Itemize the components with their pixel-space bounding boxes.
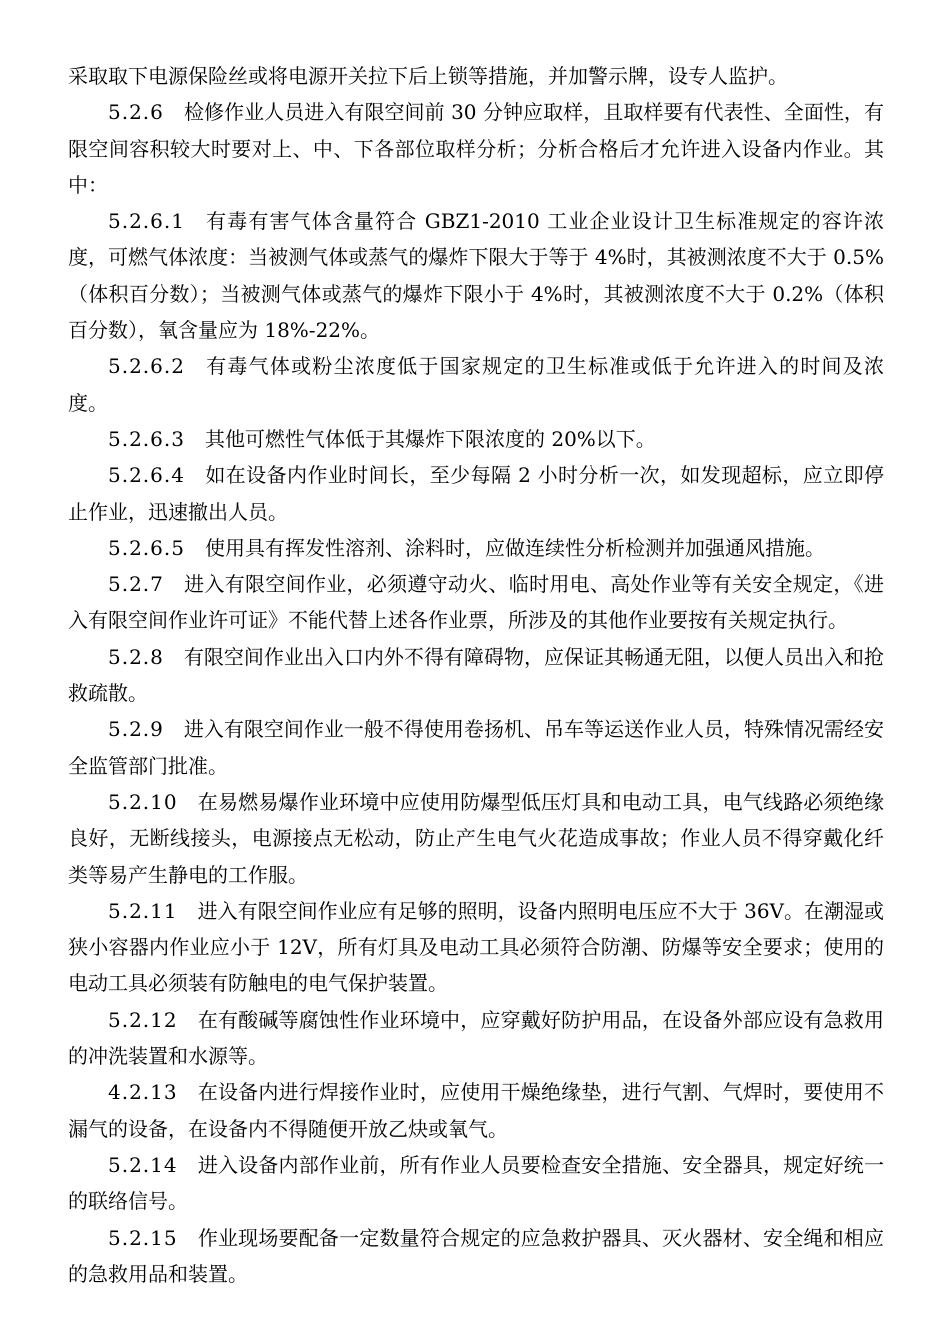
clause-number: 5.2.6.3 [108,426,185,451]
clause-5-2-6-2 [68,348,884,421]
clause-number: 5.2.8 [108,644,164,669]
clause-number: 5.2.6.2 [108,354,185,379]
clause-text: 进入有限空间作业一般不得使用卷扬机、吊车等运送作业人员，特殊情况需经安全监管部门批准。 [68,717,884,778]
clause-number: 5.2.6.5 [108,535,185,560]
paragraph-continuation [68,58,884,94]
clause-5-2-8 [68,639,884,712]
clause-number: 5.2.11 [108,898,178,923]
clause-text: 作业现场要配备一定数量符合规定的应急救护器具、灭火器材、安全绳和相应的急救用品和装置。 [68,1225,884,1286]
clause-number: 5.2.10 [108,789,178,814]
clause-number: 5.2.15 [108,1225,178,1250]
clause-5-2-6-1 [68,203,884,348]
clause-number: 5.2.6.4 [108,463,185,488]
clause-number: 4.2.13 [108,1080,178,1105]
clause-text: 有限空间作业出入口内外不得有障碍物，应保证其畅通无阻，以便人员出入和抢救疏散。 [68,644,884,706]
clause-text: 在易燃易爆作业环境中应使用防爆型低压灯具和电动工具，电气线路必须绝缘良好，无断线接头，电源接点无松动，防止产生电气火花造成事故；作业人员不得穿戴化纤类等易产生静电的工作服。 [68,789,884,887]
clause-5-2-11 [68,893,884,1002]
clause-text: 使用具有挥发性溶剂、涂料时，应做连续性分析检测并加强通风措施。 [204,535,825,560]
clause-5-2-10 [68,784,884,893]
clause-number: 5.2.6 [108,100,164,125]
clause-text: 进入有限空间作业，必须遵守动火、临时用电、高处作业等有关安全规定，《进入有限空间作业许可证》不能代替上述各作业票，所涉及的其他作业要按有关规定执行。 [68,572,884,633]
clause-5-2-6 [68,94,884,203]
clause-text: 进入有限空间作业应有足够的照明，设备内照明电压应不大于 36V。在潮湿或狭小容器内作业应小于 12V，所有灯具及电动工具必须符合防潮、防爆等安全要求；使用的电动工具必须装有防触电的电气保护装置。 [68,898,884,996]
paragraph-text: 采取取下电源保险丝或将电源开关拉下后上锁等措施，并加警示牌，设专人监护。 [68,64,788,88]
clause-5-2-7 [68,566,884,639]
clause-5-2-6-5 [68,530,884,566]
clause-number: 5.2.7 [108,572,164,597]
clause-5-2-15 [68,1220,884,1293]
document-page [68,58,884,1292]
clause-number: 5.2.6.1 [108,209,185,234]
clause-text: 检修作业人员进入有限空间前 30 分钟应取样，且取样要有代表性、全面性，有限空间容积较大时要对上、中、下各部位取样分析；分析合格后才允许进入设备内作业。其中： [68,100,884,197]
clause-text: 如在设备内作业时间长，至少每隔 2 小时分析一次，如发现超标，应立即停止作业，迅速撤出人员。 [68,463,884,524]
clause-4-2-13 [68,1074,884,1147]
clause-5-2-12 [68,1002,884,1075]
clause-text: 进入设备内部作业前，所有作业人员要检查安全措施、安全器具，规定好统一的联络信号。 [68,1152,884,1214]
clause-number: 5.2.9 [108,717,164,742]
clause-number: 5.2.12 [108,1007,178,1032]
clause-number: 5.2.14 [108,1152,178,1177]
clause-text: 有毒有害气体含量符合 GBZ1-2010 工业企业设计卫生标准规定的容许浓度，可燃气体浓度：当被测气体或蒸气的爆炸下限大于等于 4%时，其被测浓度不大于 0.5%（体积百分数）；当被测气体或蒸气的爆炸下限小于 4%时，其被测浓度不大于 0.2%（体积百分数），氧含量应为 18%-22%。 [68,209,884,343]
clause-text: 在有酸碱等腐蚀性作业环境中，应穿戴好防护用品，在设备外部应设有急救用的冲洗装置和水源等。 [68,1007,884,1069]
clause-5-2-6-3 [68,421,884,457]
clause-5-2-6-4 [68,457,884,530]
clause-5-2-9 [68,711,884,784]
clause-text: 有毒气体或粉尘浓度低于国家规定的卫生标准或低于允许进入的时间及浓度。 [68,354,884,415]
clause-5-2-14 [68,1147,884,1220]
clause-text: 在设备内进行焊接作业时，应使用干燥绝缘垫，进行气割、气焊时，要使用不漏气的设备，在设备内不得随便开放乙炔或氧气。 [68,1080,884,1141]
clause-text: 其他可燃性气体低于其爆炸下限浓度的 20%以下。 [204,426,656,451]
